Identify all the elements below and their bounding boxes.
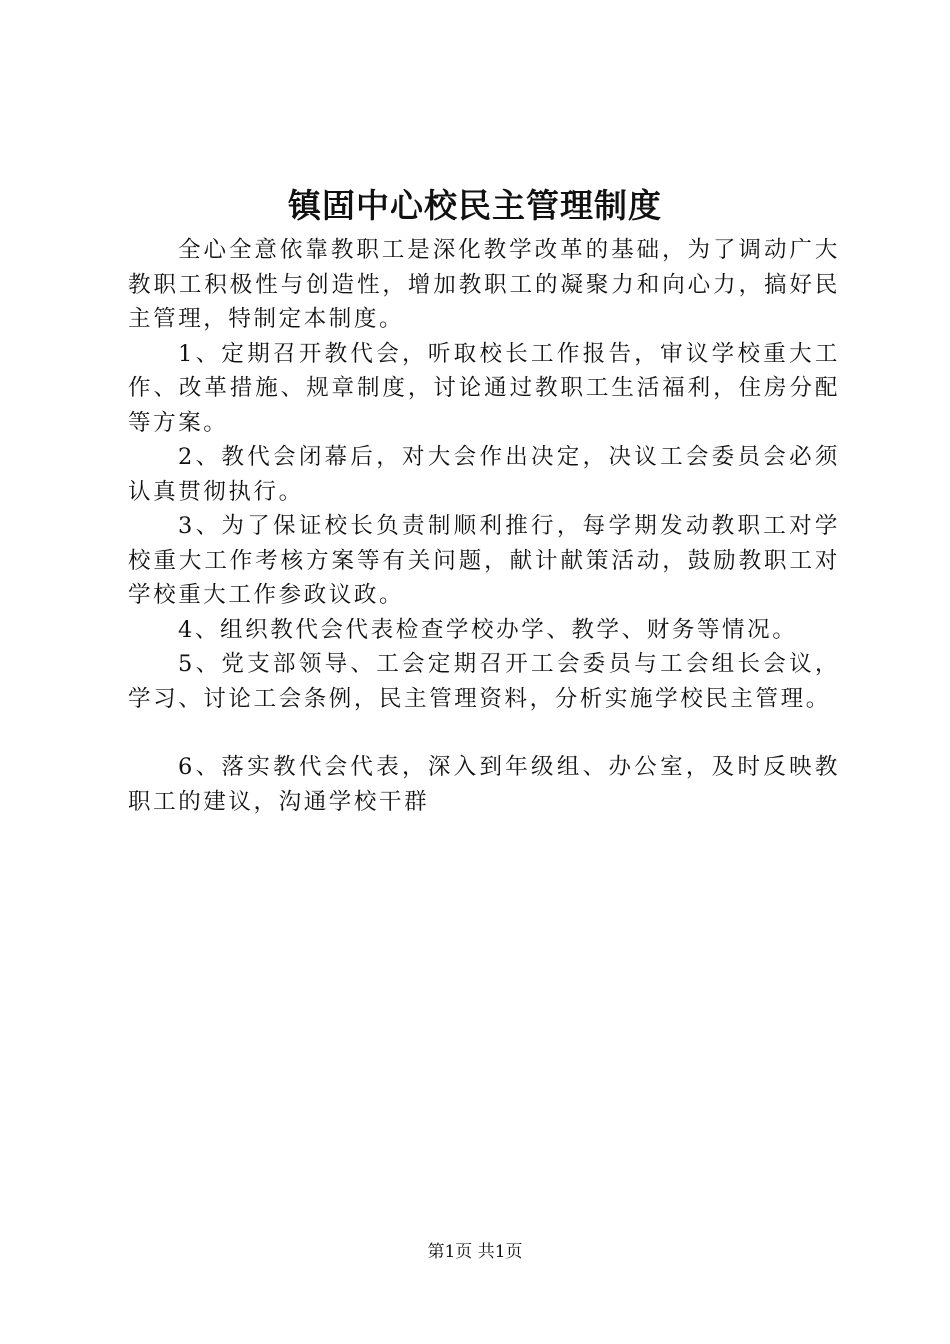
paragraph-item-5: 5、党支部领导、工会定期召开工会委员与工会组长会议，学习、讨论工会条例，民主管理资料，分析实施学校民主管理。 (128, 651, 840, 712)
paragraph-item-4: 4、组织教代会代表检查学校办学、教学、财务等情况。 (178, 616, 798, 643)
page-footer: 第1页 共1页 (427, 1242, 523, 1262)
paragraph-item-1: 1、定期召开教代会，听取校长工作报告，审议学校重大工作、改革措施、规章制度，讨论通过教职工生活福利，住房分配等方案。 (128, 340, 840, 436)
paragraph-item-3: 3、为了保证校长负责制顺利推行，每学期发动教职工对学校重大工作考核方案等有关问题，献计献策活动，鼓励教职工对学校重大工作参政议政。 (128, 513, 840, 608)
document-body (128, 233, 840, 819)
paragraph-item-6: 6、落实教代会代表，深入到年级组、办公室，及时反映教职工的建议，沟通学校干群 (128, 754, 840, 815)
paragraph-item-2: 2、教代会闭幕后，对大会作出决定，决议工会委员会必须认真贯彻执行。 (128, 444, 840, 505)
paragraph-intro: 全心全意依靠教职工是深化教学改革的基础，为了调动广大教职工积极性与创造性，增加教职工的凝聚力和向心力，搞好民主管理，特制定本制度。 (128, 237, 840, 332)
document-title: 镇固中心校民主管理制度 (288, 186, 662, 225)
